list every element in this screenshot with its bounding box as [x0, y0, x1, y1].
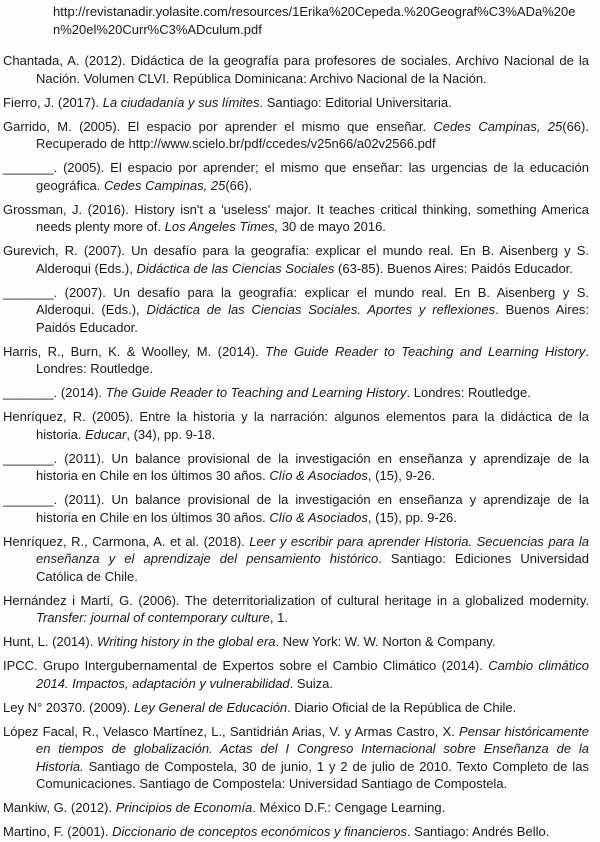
reference-italic-text: Educar: [85, 426, 127, 442]
reference-text: Henríquez, R. (2005). Entre la historia y la narración: algunos elementos para la didáctica de la historia.: [3, 409, 589, 442]
reference-italic-text: Clío & Asociados: [269, 509, 368, 525]
reference-text: IPCC. Grupo Intergubernamental de Expertos sobre el Cambio Climático (2014).: [3, 658, 489, 673]
reference-entry: [3, 450, 589, 485]
reference-text: . Santiago: Editorial Universitaria.: [259, 94, 452, 110]
reference-text: Chantada, A. (2012). Didáctica de la geografía para profesores de sociales. Archivo Nacional de la Nación. Volumen CLVI. República Dominicana: Archivo Nacional de la Nación.: [3, 53, 589, 86]
reference-italic-text: Pensar históricamente en tiempos de globalización. Actas del I Congreso Internacional sobre Enseñanza de la Historia.: [36, 723, 589, 774]
reference-text: Grossman, J. (2016). History isn't a 'useless' major. It teaches critical thinking, something America needs plenty more of.: [3, 201, 589, 234]
reference-text: , (15), pp. 9-26.: [367, 509, 457, 525]
reference-italic-text: Cedes Campinas, 25: [103, 177, 226, 193]
reference-text: . Londres: Routledge.: [36, 343, 589, 376]
reference-text: _______. (2005). El espacio por aprender; el mismo que enseñar: las urgencias de la educación geográfica.: [3, 160, 589, 193]
reference-text: , (15), 9-26.: [367, 468, 436, 483]
reference-text: . Buenos Aires: Paidós Educador.: [36, 302, 589, 335]
reference-italic-text: Leer y escribir para aprender Historia. Secuencias para la enseñanza y el aprendizaje del pensamiento histórico: [36, 533, 590, 566]
reference-text: . Diario Oficial de la República de Chile.: [287, 699, 517, 715]
reference-text: Mankiw, G. (2012).: [3, 800, 116, 815]
reference-entry: [3, 384, 589, 402]
reference-entry: [3, 343, 589, 378]
reference-italic-text: Cambio climático 2014. Impactos, adaptación y vulnerabilidad: [36, 658, 589, 691]
reference-text: (63-85). Buenos Aires: Paidós Educador.: [334, 260, 573, 276]
reference-entry: [3, 242, 589, 277]
reference-text: . New York: W. W. Norton & Company.: [275, 634, 496, 649]
reference-entry: [3, 592, 589, 627]
reference-text: Hunt, L. (2014).: [3, 634, 97, 649]
reference-text: López Facal, R., Velasco Martínez, L., Santidrián Arias, V. y Armas Castro, X.: [3, 723, 460, 739]
reference-text: , 1.: [269, 610, 288, 625]
reference-italic-text: Transfer: journal of contemporary culture: [36, 610, 270, 625]
reference-italic-text: Writing history in the global era: [96, 634, 276, 649]
reference-entry: [3, 52, 589, 87]
reference-entry: [3, 533, 589, 586]
reference-entry: [3, 408, 589, 443]
reference-text: http://revistanadir.yolasite.com/resources/1Erika%20Cepeda.%20Geograf%C3%ADa%20en%20el%20Curr%C3%ADculum.pdf: [53, 4, 576, 37]
reference-text: Henríquez, R., Carmona, A. et al. (2018).: [3, 533, 250, 549]
reference-text: Gurevich, R. (2007). Un desafío para la geografía: explicar el mundo real. En B. Aisenberg y S. Alderoqui (Eds.),: [3, 243, 589, 276]
reference-text: Garrido, M. (2005). El espacio por aprender el mismo que enseñar.: [3, 118, 434, 134]
reference-text: _______. (2007). Un desafío para la geografía: explicar el mundo real. En B. Aisenberg y S. Alderoqui. (Eds.),: [3, 284, 589, 317]
reference-italic-text: Principios de Economía: [115, 800, 253, 815]
reference-italic-text: Clío & Asociados: [269, 468, 368, 483]
reference-text: . México D.F.: Cengage Learning.: [252, 800, 446, 815]
reference-italic-text: Los Angeles Times,: [164, 219, 279, 234]
reference-text: 30 de mayo 2016.: [278, 219, 386, 234]
reference-italic-text: Ley General de Educación: [133, 699, 288, 715]
reference-text: Martino, F. (2001).: [3, 824, 113, 839]
reference-url-continuation: [3, 3, 589, 38]
reference-text: . Londres: Routledge.: [406, 385, 531, 400]
reference-entry: [3, 201, 589, 236]
reference-entry: [3, 284, 589, 337]
reference-italic-text: Didáctica de las Ciencias Sociales: [136, 260, 335, 276]
reference-italic-text: Diccionario de conceptos económicos y financieros: [112, 824, 407, 839]
reference-text: Harris, R., Burn, K. & Woolley, M. (2014).: [3, 343, 266, 359]
reference-text: Hernández i Martí, G. (2006). The deterritorialization of cultural heritage in a globalized modernity.: [3, 592, 589, 608]
reference-entry: [3, 657, 589, 692]
reference-text: . Suiza.: [289, 675, 334, 691]
reference-text: _______. (2014).: [3, 385, 106, 400]
reference-text: _______. (2011). Un balance provisional de la investigación en enseñanza y aprendizaje de la historia en Chile en los últimos 30 años.: [3, 450, 589, 483]
reference-entry: [3, 491, 589, 526]
reference-entry: [3, 94, 589, 112]
reference-text: (66).: [225, 177, 253, 193]
reference-italic-text: La ciudadanía y sus límites: [102, 94, 260, 110]
references-list: [3, 3, 589, 841]
reference-entry: [3, 823, 589, 841]
reference-text: Santiago de Compostela, 30 de junio, 1 y 2 de julio de 2010. Texto Completo de las Comunicaciones. Santiago de Compostela: Universidad Santiago de Compostela.: [36, 758, 589, 791]
reference-entry: [3, 118, 589, 153]
reference-entry: [3, 723, 589, 793]
reference-entry: [3, 633, 589, 651]
reference-italic-text: Didáctica de las Ciencias Sociales. Aportes y reflexiones: [146, 302, 496, 317]
reference-italic-text: The Guide Reader to Teaching and Learning History: [265, 343, 586, 359]
reference-italic-text: The Guide Reader to Teaching and Learning History: [105, 385, 407, 400]
reference-text: Fierro, J. (2017).: [3, 94, 103, 110]
reference-text: _______. (2011). Un balance provisional de la investigación en enseñanza y aprendizaje de la historia en Chile en los últimos 30 años.: [3, 492, 589, 525]
reference-text: . Santiago: Ediciones Universidad Católica de Chile.: [36, 551, 590, 584]
reference-italic-text: Cedes Campinas, 25: [433, 118, 563, 134]
reference-text: Ley N° 20370. (2009).: [3, 699, 134, 715]
reference-text: . Santiago: Andrés Bello.: [406, 824, 550, 839]
reference-entry: [3, 159, 589, 194]
reference-text: (66). Recuperado de http://www.scielo.br/pdf/ccedes/v25n66/a02v2566.pdf: [36, 118, 589, 151]
reference-entry: [3, 699, 589, 717]
reference-entry: [3, 799, 589, 817]
reference-text: , (34), pp. 9-18.: [126, 426, 216, 442]
